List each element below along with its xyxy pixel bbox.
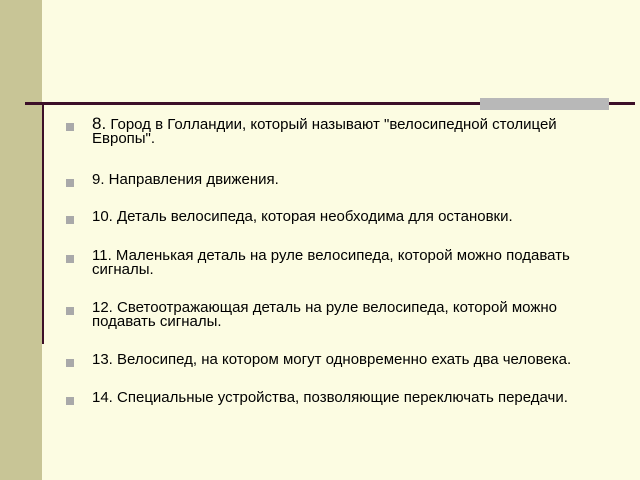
list-item-number: 13. — [92, 351, 113, 368]
list-item-number: 14. — [92, 389, 113, 406]
list-item-label: Город в Голландии, который называют "велосипедной столицей Европы". — [92, 116, 557, 147]
list-item-label: Деталь велосипеда, которая необходима для остановки. — [112, 208, 513, 225]
square-bullet-icon — [66, 216, 74, 224]
list-item-number: 9. — [92, 171, 105, 188]
list-item-text — [92, 249, 614, 277]
list-item — [66, 249, 614, 277]
list-item-label: Направления движения. — [104, 171, 279, 188]
list-item-text — [92, 173, 614, 187]
square-bullet-icon — [66, 397, 74, 405]
list-item-number: 12. — [92, 299, 113, 316]
sidebar-band — [0, 0, 42, 480]
list-item-label: Велосипед, на котором могут одновременно ехать два человека. — [112, 351, 572, 368]
list-item — [66, 173, 614, 187]
list-item — [66, 391, 614, 405]
list-item-text — [92, 301, 614, 329]
list-item-label: Маленькая деталь на руле велосипеда, которой можно подавать сигналы. — [92, 247, 570, 278]
list-item — [66, 114, 614, 147]
square-bullet-icon — [66, 307, 74, 315]
list-item-text — [92, 210, 614, 224]
accent-bar — [480, 98, 609, 110]
list-item-label: Светоотражающая деталь на руле велосипеда, которой можно подавать сигналы. — [92, 299, 558, 330]
list-item-text — [92, 114, 614, 147]
list-item — [66, 301, 614, 329]
square-bullet-icon — [66, 359, 74, 367]
list-item-label: Специальные устройства, позволяющие переключать передачи. — [112, 389, 568, 406]
square-bullet-icon — [66, 255, 74, 263]
list-item-text — [92, 391, 614, 405]
vertical-divider — [42, 104, 44, 344]
list-item-number: 8. — [92, 114, 107, 133]
square-bullet-icon — [66, 179, 74, 187]
square-bullet-icon — [66, 123, 74, 131]
list-item-number: 10. — [92, 208, 113, 225]
list-item — [66, 210, 614, 224]
list-item-number: 11. — [92, 247, 112, 264]
list-item-text — [92, 353, 614, 367]
list-item — [66, 353, 614, 367]
